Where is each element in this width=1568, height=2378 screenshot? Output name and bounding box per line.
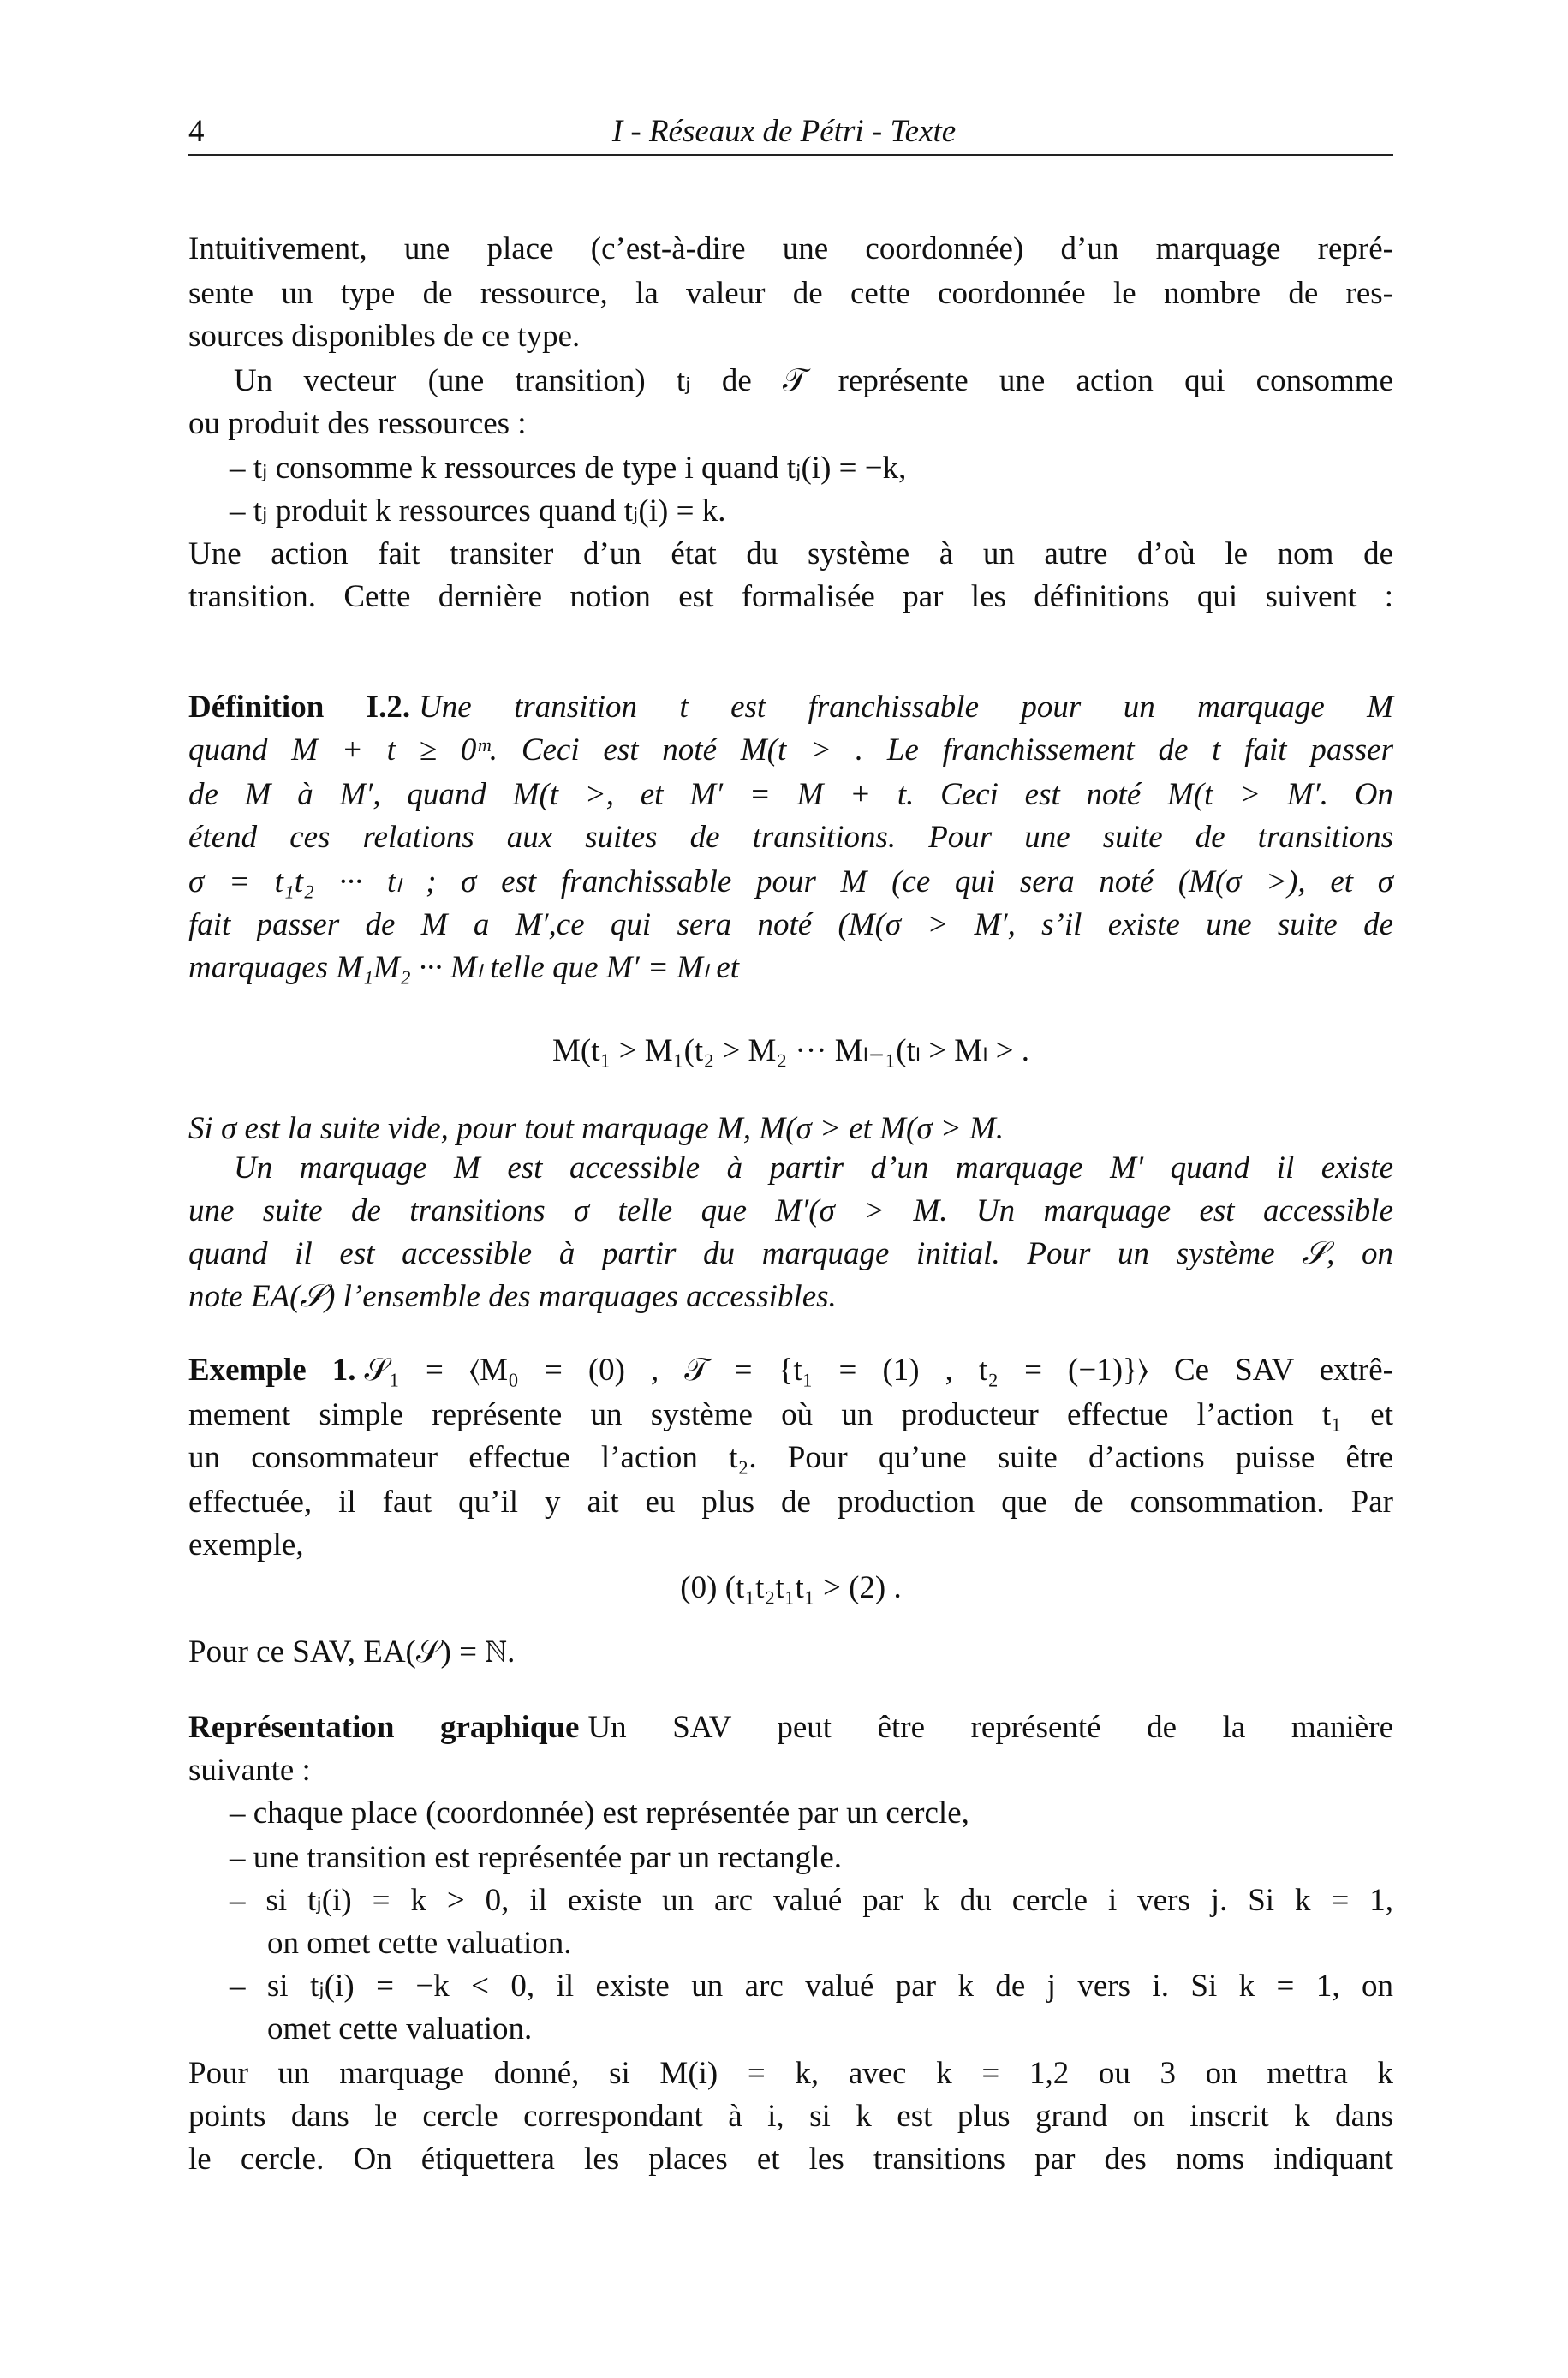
intro-line xyxy=(188,272,1393,315)
header-rule xyxy=(188,154,1393,156)
line-text: – une transition est représentée par un rectangle. xyxy=(230,1839,843,1875)
line-text: – si tⱼ(i) = −k < 0, il existe un arc valué par k de j vers i. Si k = 1, on xyxy=(230,1969,1393,2005)
line-text: une suite de transitions σ telle que M′(σ > M. Un marquage est accessible xyxy=(188,1193,1393,1229)
page-number: 4 xyxy=(188,114,205,149)
vecteur-line xyxy=(234,360,1393,403)
line-text: (0) (t₁t₂t₁t₁ > (2) . xyxy=(680,1570,902,1606)
line-text: sente un type de ressource, la valeur de cette coordonnée le nombre de res- xyxy=(188,276,1393,312)
definition-line xyxy=(188,1190,1393,1233)
definition-line xyxy=(188,774,1393,816)
line-text: ou produit des ressources : xyxy=(188,406,527,442)
line-text: Un vecteur (une transition) tⱼ de 𝒯 représente une action qui consomme xyxy=(234,363,1393,399)
line-text: étend ces relations aux suites de transitions. Pour une suite de transitions xyxy=(188,820,1393,856)
line-text: Pour un marquage donné, si M(i) = k, avec k = 1,2 ou 3 on mettra k xyxy=(188,2055,1393,2091)
representation-line xyxy=(188,1706,1393,1749)
line-text: Une transition t est franchissable pour un marquage M xyxy=(419,690,1393,726)
line-text: note EA(𝒮) l’ensemble des marquages accessibles. xyxy=(188,1279,837,1315)
exemple-line xyxy=(188,1437,1393,1479)
definition-line xyxy=(188,686,1393,729)
line-text: σ = t₁t₂ ··· tₗ ; σ est franchissable pour M (ce qui sera noté (M(σ >), et σ xyxy=(188,863,1393,899)
definition-line xyxy=(188,816,1393,859)
representation-line xyxy=(188,1749,1393,1792)
definition-line xyxy=(188,1108,1393,1150)
line-text: – si tⱼ(i) = k > 0, il existe un arc valué par k du cercle i vers j. Si k = 1, xyxy=(230,1882,1393,1918)
line-text: de M à M′, quand M(t >, et M′ = M + t. Ceci est noté M(t > M′. On xyxy=(188,776,1393,812)
exemple-line xyxy=(188,1524,1393,1567)
exemple-line xyxy=(188,1481,1393,1524)
vecteur-line xyxy=(188,533,1393,576)
representation-line xyxy=(188,2095,1393,2138)
vecteur-line xyxy=(230,447,1393,490)
line-text: Une action fait transiter d’un état du système à un autre d’où le nom de xyxy=(188,536,1393,572)
definition-line xyxy=(188,1030,1393,1072)
vecteur-line xyxy=(188,576,1393,618)
vecteur-line xyxy=(188,403,1393,445)
line-text: un consommateur effectue l’action t₂. Pour qu’une suite d’actions puisse être xyxy=(188,1440,1393,1476)
representation-line xyxy=(188,2052,1393,2095)
line-text: omet cette valuation. xyxy=(267,2011,533,2047)
definition-line xyxy=(188,904,1393,947)
line-text: marquages M₁M₂ ··· Mₗ telle que M′ = Mₗ et xyxy=(188,950,740,986)
line-text: on omet cette valuation. xyxy=(267,1925,572,1961)
vecteur-line xyxy=(230,490,1393,533)
definition-line xyxy=(188,861,1393,904)
line-text: Pour ce SAV, EA(𝒮) = ℕ. xyxy=(188,1634,516,1670)
exemple-line xyxy=(188,1394,1393,1437)
line-text: quand il est accessible à partir du marquage initial. Pour un système 𝒮, on xyxy=(188,1236,1393,1272)
line-text: suivante : xyxy=(188,1752,311,1788)
representation-line xyxy=(230,1879,1393,1922)
line-text: Si σ est la suite vide, pour tout marquage M, M(σ > et M(σ > M. xyxy=(188,1110,1005,1146)
running-header-title: I - Réseaux de Pétri - Texte xyxy=(611,114,957,149)
line-text: sources disponibles de ce type. xyxy=(188,319,581,355)
definition-line xyxy=(188,1276,1393,1318)
definition-heading: Définition I.2. xyxy=(188,690,411,726)
line-text: M(t₁ > M₁(t₂ > M₂ ··· Mₗ₋₁(tₗ > Mₗ > . xyxy=(552,1032,1029,1068)
definition-line xyxy=(188,1233,1393,1276)
exemple-line xyxy=(188,1567,1393,1610)
representation-line xyxy=(230,1837,1393,1879)
representation-line xyxy=(230,1965,1393,2008)
definition-line xyxy=(234,1147,1393,1190)
definition-line xyxy=(188,729,1393,772)
intro-line xyxy=(188,315,1393,358)
representation-line xyxy=(230,1792,1393,1835)
line-text: – chaque place (coordonnée) est représentée par un cercle, xyxy=(230,1795,969,1831)
line-text: exemple, xyxy=(188,1527,304,1563)
representation-line xyxy=(267,2008,1393,2051)
line-text: quand M + t ≥ 0ᵐ. Ceci est noté M(t > . Le franchissement de t fait passer xyxy=(188,732,1393,768)
exemple-line xyxy=(188,1631,1393,1674)
line-text: Un SAV peut être représenté de la manière xyxy=(587,1709,1393,1745)
definition-line xyxy=(188,947,1393,989)
exemple-line xyxy=(188,1349,1393,1392)
exemple-heading: Exemple 1. xyxy=(188,1353,356,1389)
representation-line xyxy=(267,1922,1393,1965)
line-text: effectuée, il faut qu’il y ait eu plus de production que de consommation. Par xyxy=(188,1485,1393,1521)
line-text: mement simple représente un système où un producteur effectue l’action t₁ et xyxy=(188,1397,1393,1433)
line-text: Intuitivement, une place (c’est-à-dire une coordonnée) d’un marquage repré- xyxy=(188,231,1393,267)
line-text: fait passer de M a M′,ce qui sera noté (M(σ > M′, s’il existe une suite de xyxy=(188,906,1393,942)
line-text: 𝒮₁ = ⟨M₀ = (0) , 𝒯 = {t₁ = (1) , t₂ = (−1)}⟩ Ce SAV extrê- xyxy=(364,1353,1393,1389)
representation-heading: Représentation graphique xyxy=(188,1709,580,1745)
line-text: – tⱼ consomme k ressources de type i quand tⱼ(i) = −k, xyxy=(230,451,907,487)
intro-line xyxy=(188,228,1393,271)
representation-line xyxy=(188,2138,1393,2181)
line-text: Un marquage M est accessible à partir d’un marquage M′ quand il existe xyxy=(234,1150,1393,1186)
line-text: points dans le cercle correspondant à i, si k est plus grand on inscrit k dans xyxy=(188,2099,1393,2135)
line-text: transition. Cette dernière notion est formalisée par les définitions qui suivent : xyxy=(188,579,1393,615)
line-text: le cercle. On étiquettera les places et les transitions par des noms indiquant xyxy=(188,2142,1393,2178)
line-text: – tⱼ produit k ressources quand tⱼ(i) = k. xyxy=(230,493,726,529)
